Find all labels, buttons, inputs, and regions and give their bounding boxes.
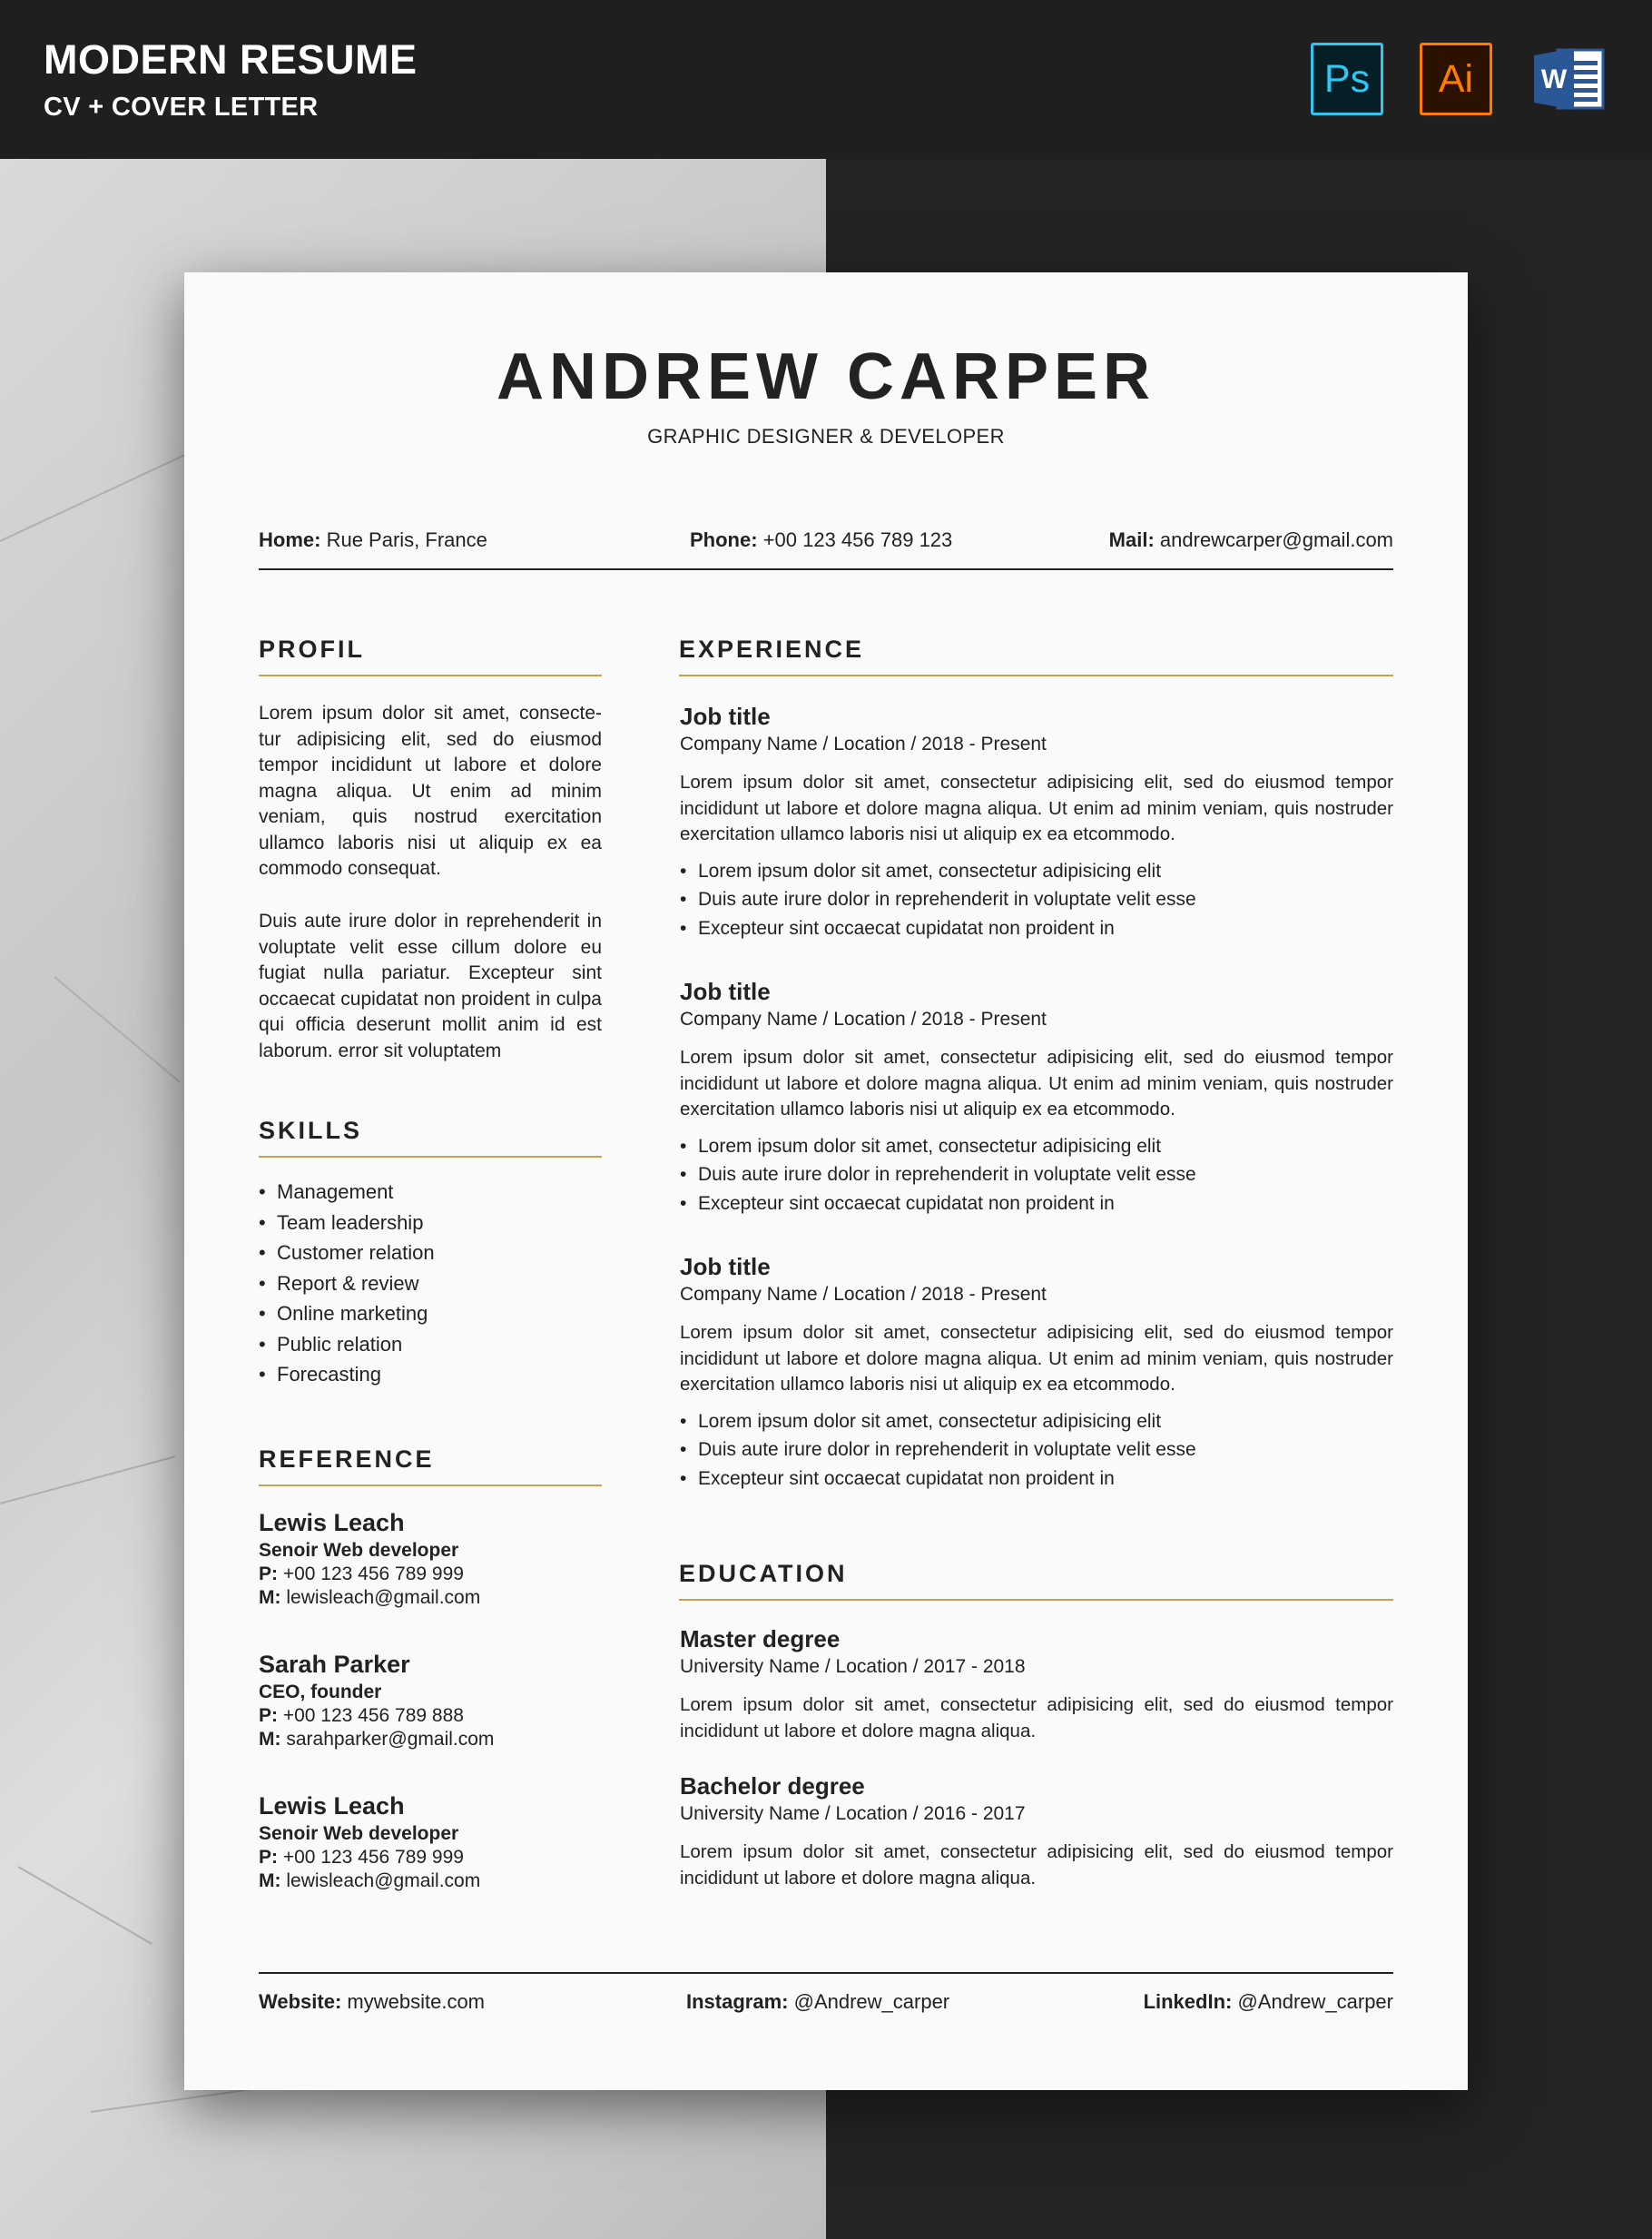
illustrator-icon	[1420, 43, 1492, 115]
reference-name: Lewis Leach	[259, 1509, 405, 1536]
header-divider	[259, 568, 1393, 570]
profile-paragraph-2: Duis aute irure dolor in reprehenderit in voluptate velit esse cillum dolore eu fugiat nulla pariatur. Excepteur sint occaecat cupidatat non proident in culpa qui officia deserunt mollit anim id est laborum. error sit voluptatem	[259, 911, 602, 1061]
list-item: • Lorem ipsum dolor sit amet, consectetur adipisicing elit	[680, 860, 1162, 882]
experience-entry	[680, 703, 1393, 946]
degree-title: Master degree	[680, 1625, 841, 1652]
job-description: Lorem ipsum dolor sit amet, consectetur adipisicing elit, sed do eiusmod tempor incididunt ut labore et dolore magna aliqua. Ut enim ad minim veniam, quis nostruder exercitation ullamco laboris nisi ut aliquip ex ea etcommodo.	[680, 772, 1393, 844]
degree-university: University Name / Location / 2017 - 2018	[680, 1656, 1026, 1677]
word-icon-label: W	[1540, 64, 1568, 94]
list-item: • Customer relation	[259, 1241, 435, 1264]
footer-divider	[259, 1972, 1393, 1974]
job-description: Lorem ipsum dolor sit amet, consectetur adipisicing elit, sed do eiusmod tempor incididunt ut labore et dolore magna aliqua. Ut enim ad minim veniam, quis nostruder exercitation ullamco laboris nisi ut aliquip ex ea etcommodo.	[680, 1322, 1393, 1395]
list-item: • Online marketing	[259, 1302, 428, 1325]
top-banner	[0, 0, 1652, 159]
reference-name: Sarah Parker	[259, 1651, 410, 1678]
reference-heading: REFERENCE	[259, 1445, 435, 1473]
experience-entry	[680, 978, 1393, 1221]
reference-phone: P: +00 123 456 789 999	[259, 1847, 464, 1868]
job-company: Company Name / Location / 2018 - Present	[680, 1009, 1047, 1030]
reference-phone: P: +00 123 456 789 888	[259, 1705, 464, 1726]
list-item: • Public relation	[259, 1332, 403, 1356]
reference-mail: M: lewisleach@gmail.com	[259, 1587, 481, 1608]
education-entry	[680, 1625, 1393, 1757]
job-bullets	[680, 861, 1393, 947]
degree-title: Bachelor degree	[680, 1772, 865, 1800]
job-description: Lorem ipsum dolor sit amet, consectetur adipisicing elit, sed do eiusmod tempor incididunt ut labore et dolore magna aliqua. Ut enim ad minim veniam, quis nostruder exercitation ullamco laboris nisi ut aliquip ex ea etcommodo.	[680, 1047, 1393, 1120]
resume-name: ANDREW CARPER	[497, 340, 1155, 413]
list-item: • Excepteur sint occaecat cupidatat non proident in	[680, 1192, 1115, 1214]
list-item: • Lorem ipsum dolor sit amet, consectetur adipisicing elit	[680, 1410, 1162, 1432]
list-item: • Forecasting	[259, 1363, 381, 1386]
reference-name: Lewis Leach	[259, 1792, 405, 1820]
word-icon	[1530, 43, 1607, 115]
list-item: • Team leadership	[259, 1210, 424, 1234]
skills-list	[259, 1180, 435, 1394]
job-title: Job title	[680, 978, 771, 1005]
reference-mail: M: lewisleach@gmail.com	[259, 1870, 481, 1891]
reference-phone: P: +00 123 456 789 999	[259, 1563, 464, 1584]
photoshop-icon-label: Ps	[1323, 56, 1371, 101]
education-entry	[680, 1772, 1393, 1904]
contact-phone: Phone: +00 123 456 789 123	[690, 528, 953, 551]
profile-paragraph-1: Lorem ipsum dolor sit amet, consecte-tur adipisicing elit, sed do eiusmod tempor incididunt ut labore et dolore magna aliqua. Ut enim ad minim veniam, quis nostrud exercitation ullamco laboris nisi ut aliquip ex ea commodo consequat.	[259, 703, 602, 879]
list-item: • Duis aute irure dolor in reprehenderit in voluptate velit esse	[680, 889, 1196, 910]
job-title: Job title	[680, 1253, 771, 1280]
list-item: • Excepteur sint occaecat cupidatat non proident in	[680, 917, 1115, 939]
list-item: • Lorem ipsum dolor sit amet, consectetur adipisicing elit	[680, 1135, 1162, 1157]
reference-title: CEO, founder	[259, 1682, 382, 1702]
profile-underline	[259, 675, 602, 676]
experience-underline	[679, 675, 1393, 676]
product-subtitle: CV + COVER LETTER	[44, 93, 319, 122]
education-underline	[679, 1599, 1393, 1601]
resume-role: GRAPHIC DESIGNER & DEVELOPER	[647, 425, 1005, 448]
degree-description: Lorem ipsum dolor sit amet, consectetur adipisicing elit, sed do eiusmod tempor incididunt ut labore et dolore magna aliqua.	[680, 1841, 1393, 1889]
reference-mail: M: sarahparker@gmail.com	[259, 1729, 495, 1750]
experience-entry	[680, 1253, 1393, 1496]
job-title: Job title	[680, 703, 771, 730]
list-item: • Duis aute irure dolor in reprehenderit in voluptate velit esse	[680, 1439, 1196, 1460]
job-company: Company Name / Location / 2018 - Present	[680, 734, 1047, 755]
illustrator-icon-label: Ai	[1438, 56, 1474, 101]
job-bullets	[680, 1411, 1393, 1497]
reference-title: Senoir Web developer	[259, 1823, 459, 1844]
degree-university: University Name / Location / 2016 - 2017	[680, 1803, 1026, 1824]
list-item: • Report & review	[259, 1271, 419, 1295]
skills-heading: SKILLS	[259, 1117, 363, 1144]
list-item: • Excepteur sint occaecat cupidatat non proident in	[680, 1467, 1115, 1489]
list-item: • Duis aute irure dolor in reprehenderit in voluptate velit esse	[680, 1164, 1196, 1185]
reference-entry	[259, 1792, 480, 1894]
footer-instagram: Instagram: @Andrew_carper	[686, 1990, 950, 2013]
degree-description: Lorem ipsum dolor sit amet, consectetur adipisicing elit, sed do eiusmod tempor incididunt ut labore et dolore magna aliqua.	[680, 1694, 1393, 1741]
experience-heading: EXPERIENCE	[679, 636, 865, 663]
reference-title: Senoir Web developer	[259, 1540, 459, 1561]
profile-heading: PROFIL	[259, 636, 365, 663]
reference-entry	[259, 1509, 480, 1611]
resume-page	[184, 272, 1468, 2090]
job-company: Company Name / Location / 2018 - Present	[680, 1284, 1047, 1305]
education-heading: EDUCATION	[679, 1560, 848, 1587]
reference-entry	[259, 1651, 494, 1752]
skills-underline	[259, 1156, 602, 1158]
contact-home: Home: Rue Paris, France	[259, 528, 487, 551]
footer-linkedin: LinkedIn: @Andrew_carper	[1143, 1990, 1393, 2013]
job-bullets	[680, 1136, 1393, 1222]
list-item: • Management	[259, 1180, 394, 1203]
footer-website: Website: mywebsite.com	[259, 1990, 485, 2013]
reference-underline	[259, 1484, 602, 1486]
product-title: MODERN RESUME	[44, 36, 418, 83]
contact-mail: Mail: andrewcarper@gmail.com	[1108, 528, 1393, 551]
photoshop-icon	[1311, 43, 1383, 115]
